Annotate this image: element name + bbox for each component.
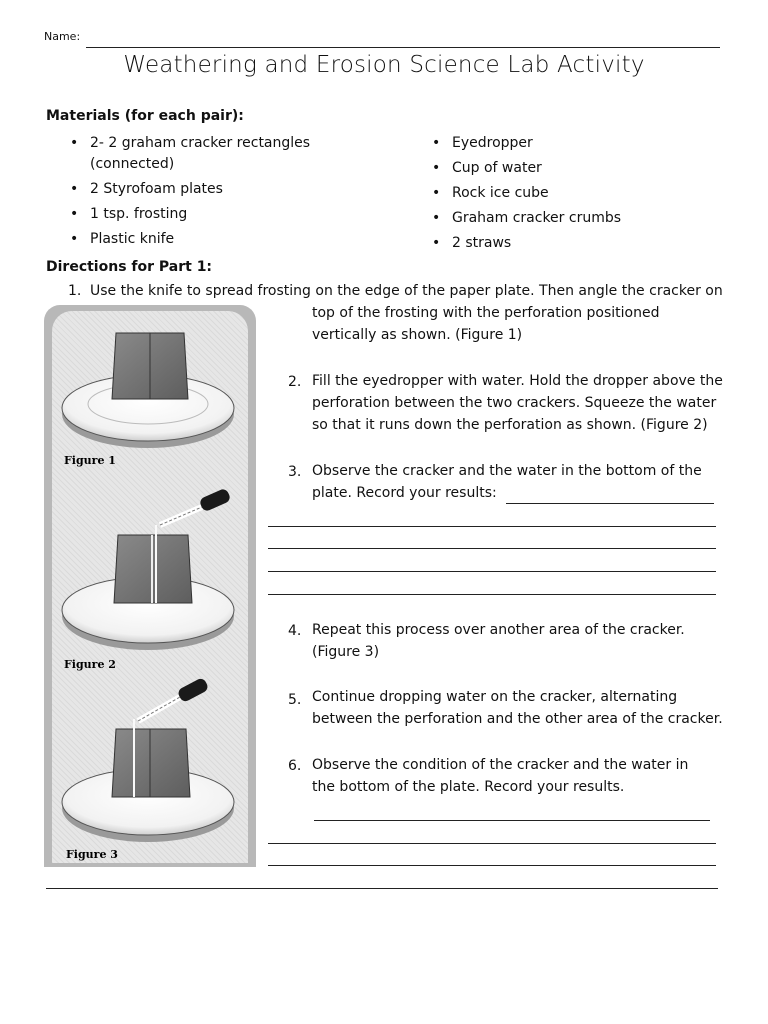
figure-2-illustration [62,488,234,650]
name-field-line[interactable] [86,47,720,48]
step-number: 1. [68,283,82,299]
directions-heading: Directions for Part 1: [46,259,213,275]
materials-list-left [66,133,366,254]
step-number: 4. [288,623,302,639]
list-item: • 2- 2 graham cracker rectangles (connected) [66,133,366,175]
list-item: • Cup of water [428,158,688,179]
step-number: 5. [288,692,302,708]
step-1-text-first: Use the knife to spread frosting on the edge of the paper plate. Then angle the cracker on [90,283,723,299]
materials-list-right [428,133,688,258]
figure-illustrations [52,311,248,863]
list-item: • Graham cracker crumbs [428,208,688,229]
figure-1-caption: Figure 1 [64,454,116,467]
step-2-text: Fill the eyedropper with water. Hold the dropper above the perforation between the two crackers. Squeeze the water so that it runs down the perforation as shown. (Figure 2) [312,373,723,433]
list-item: • Rock ice cube [428,183,688,204]
step-number: 2. [288,374,302,390]
step-6-text: Observe the condition of the cracker and the water in the bottom of the plate. Record your results. [312,757,689,795]
step-number: 3. [288,464,302,480]
figure-2-caption: Figure 2 [64,658,116,671]
figure-3-caption: Figure 3 [66,848,118,861]
list-item: • 2 Styrofoam plates [66,179,366,200]
list-item: • 1 tsp. frosting [66,204,366,225]
list-item: • 2 straws [428,233,688,254]
step-number: 6. [288,758,302,774]
figure-1-illustration [62,333,234,448]
page-title: Weathering and Erosion Science Lab Activity [123,52,645,78]
step-3-text: Observe the cracker and the water in the bottom of the plate. Record your results: [312,463,702,501]
materials-heading: Materials (for each pair): [46,108,244,124]
step-5-text: Continue dropping water on the cracker, alternating between the perforation and the other area of the cracker. [312,689,723,727]
step-4-text: Repeat this process over another area of the cracker. (Figure 3) [312,622,685,660]
name-label: Name: [44,30,81,43]
list-item: • Eyedropper [428,133,688,154]
figure-panel [44,305,256,867]
step-1-text-rest: top of the frosting with the perforation positioned vertically as shown. (Figure 1) [312,305,660,343]
figure-3-illustration [62,677,234,842]
list-item: • Plastic knife [66,229,366,250]
